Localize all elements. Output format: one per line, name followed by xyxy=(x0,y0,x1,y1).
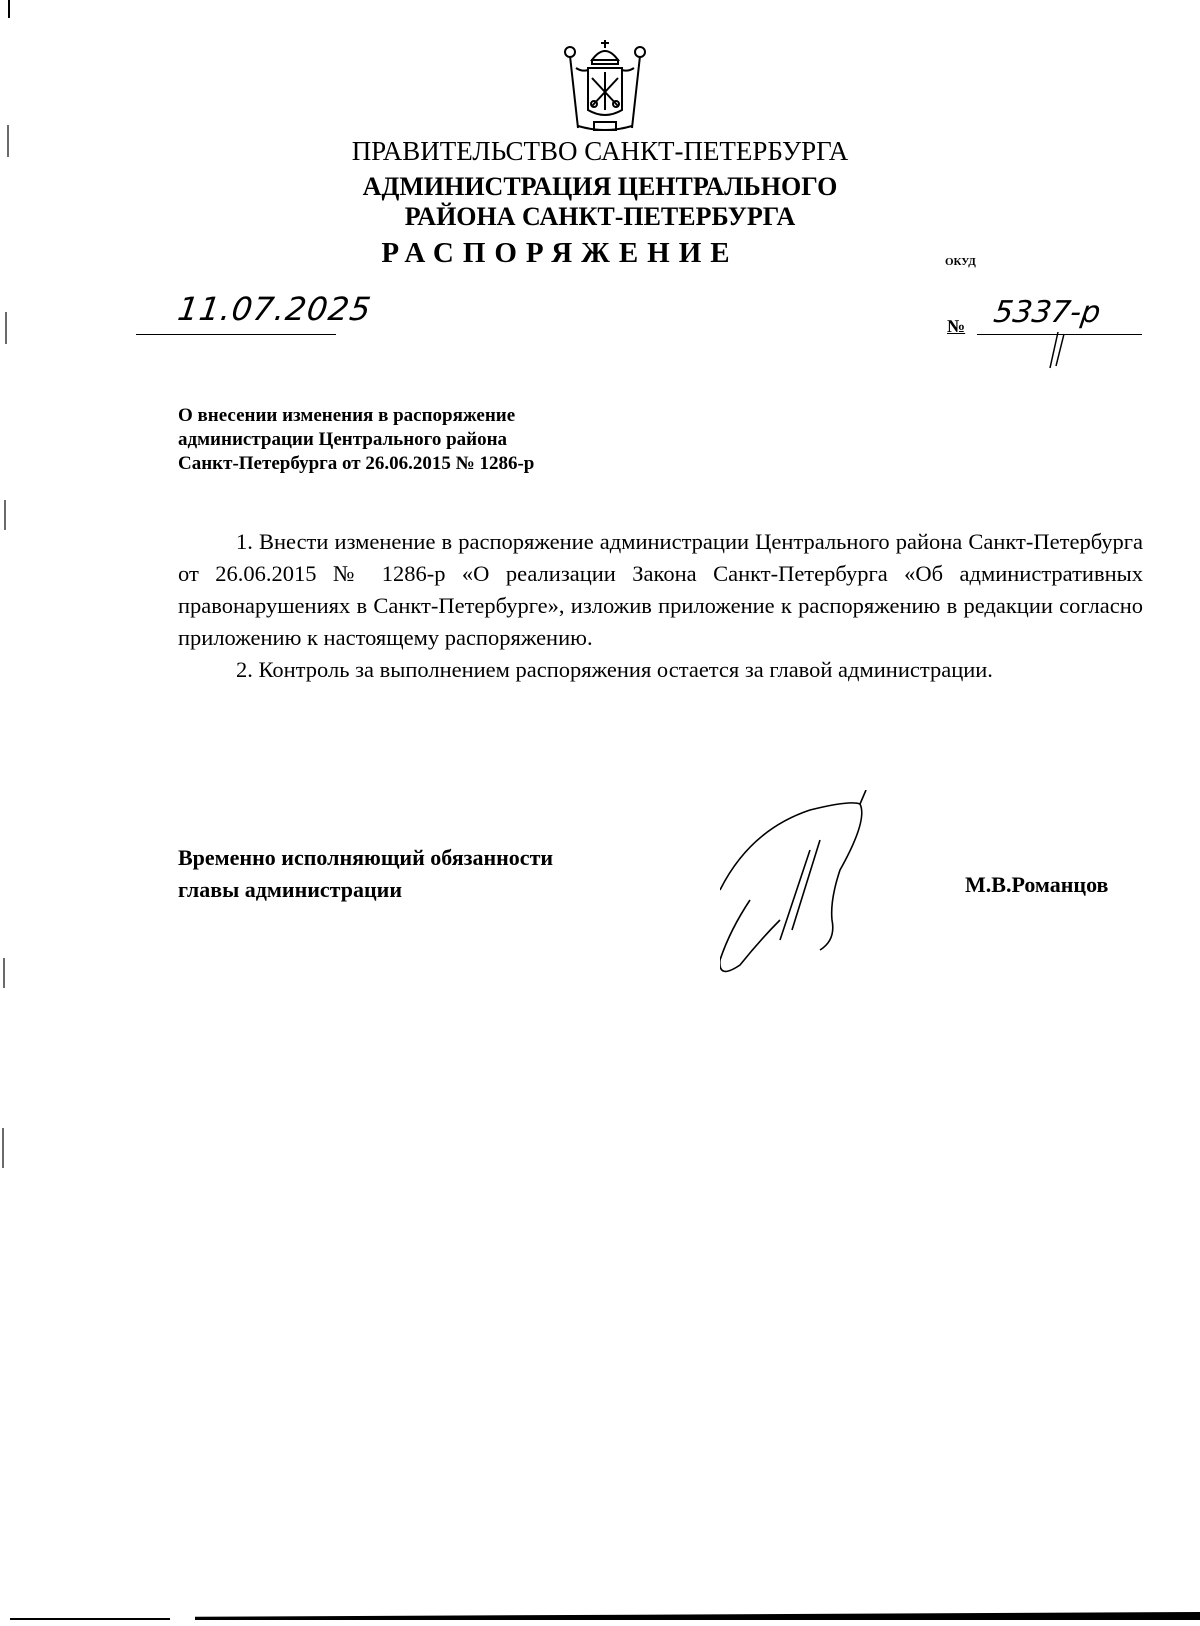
position-line: главы администрации xyxy=(178,877,403,902)
document-subject xyxy=(178,404,534,476)
document-body xyxy=(178,526,1143,686)
signatory-position xyxy=(178,842,553,906)
administration-heading-line1: АДМИНИСТРАЦИЯ ЦЕНТРАЛЬНОГО xyxy=(362,172,838,201)
document-number: 5337-р xyxy=(991,295,1103,330)
scan-edge-mark xyxy=(5,312,7,344)
scan-bottom-edge xyxy=(195,1612,1200,1620)
position-line: Временно исполняющий обязанности xyxy=(178,845,554,870)
scan-bottom-edge xyxy=(10,1618,170,1620)
okud-label: ОКУД xyxy=(945,256,976,268)
document-date: 11.07.2025 xyxy=(175,290,374,328)
number-handwriting-stroke xyxy=(1040,330,1070,370)
date-underline xyxy=(136,334,336,335)
paragraph-1: 1. Внести изменение в распоряжение администрации Центрального района Санкт-Петербурга от 26.06.2015 № 1286-р «О реализации Закона Санкт-Петербурга «Об административных правонарушениях в Санкт-Петербурге», изложив приложение к распоряжению в редакции согласно приложению к настоящему распоряжению. xyxy=(178,529,1143,650)
subject-line: О внесении изменения в распоряжение xyxy=(178,405,516,426)
scan-edge-mark xyxy=(2,1128,4,1168)
scan-edge-mark xyxy=(7,125,9,157)
signer-name: М.В.Романцов xyxy=(965,872,1109,897)
number-sign: № xyxy=(947,316,966,336)
document-type-title: РАСПОРЯЖЕНИЕ xyxy=(381,237,739,269)
handwritten-signature-icon xyxy=(720,790,900,980)
scan-edge-mark xyxy=(4,500,6,530)
subject-line: Санкт-Петербурга от 26.06.2015 № 1286-р xyxy=(178,453,535,474)
government-heading: ПРАВИТЕЛЬСТВО САНКТ-ПЕТЕРБУРГА xyxy=(351,136,849,166)
paragraph-2: 2. Контроль за выполнением распоряжения остается за главой администрации. xyxy=(236,657,993,682)
administration-heading-line2: РАЙОНА САНКТ-ПЕТЕРБУРГА xyxy=(404,202,796,231)
coat-of-arms-icon xyxy=(560,38,650,138)
scan-edge-mark xyxy=(3,958,5,988)
subject-line: администрации Центрального района xyxy=(178,429,508,450)
scan-edge-mark xyxy=(8,0,10,18)
